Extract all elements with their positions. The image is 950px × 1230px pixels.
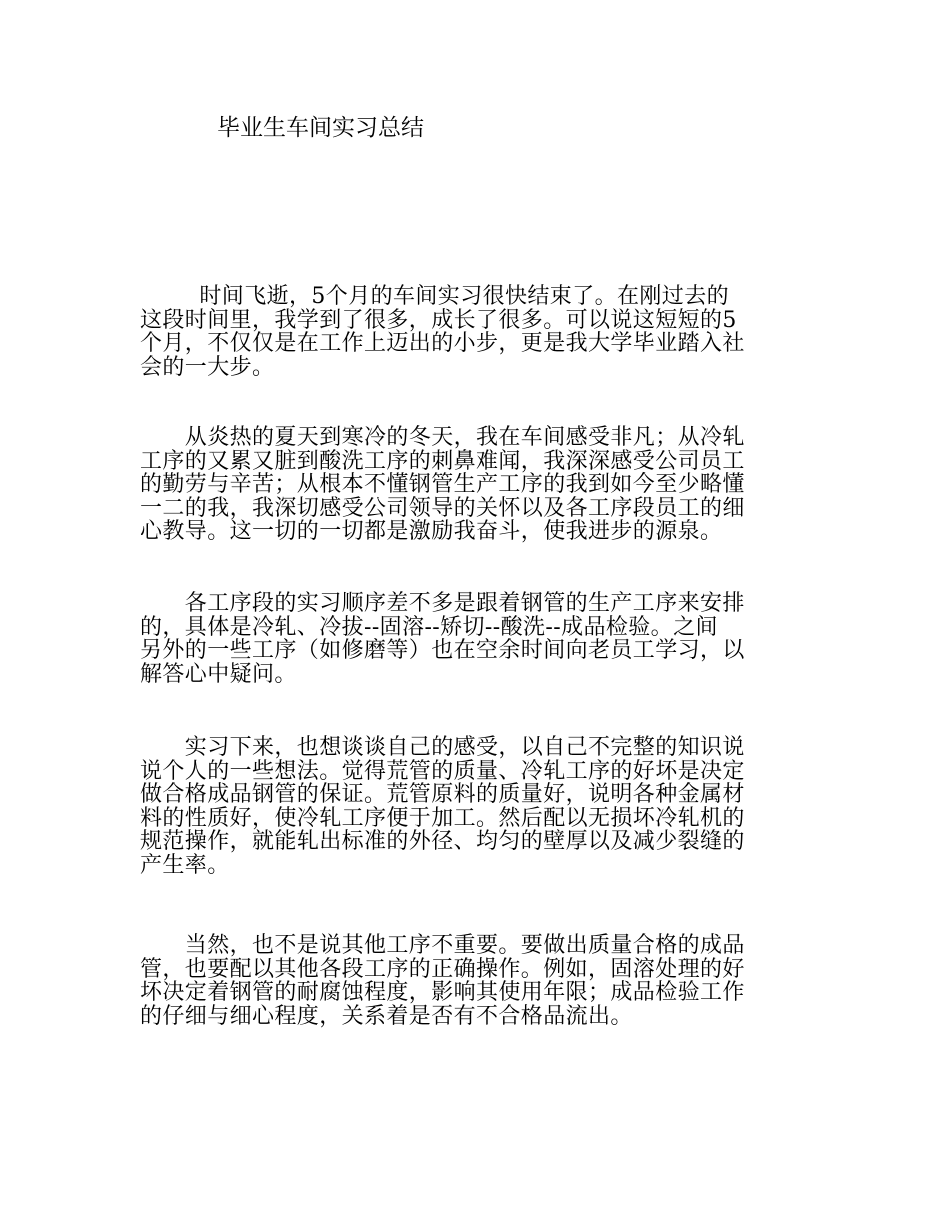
- paragraph-line: 各工序段的实习顺序差不多是跟着钢管的生产工序来安排: [140, 591, 745, 616]
- paragraph-line: 工序的又累又脏到酸洗工序的刺鼻难闻，我深深感受公司员工: [140, 448, 745, 474]
- paragraph-line: 料的性质好，使冷轧工序便于加工。然后配以无损坏冷轧机的: [140, 805, 745, 831]
- paragraph-4: [140, 736, 745, 878]
- paragraph-line: 说个人的一些想法。觉得荒管的质量、冷轧工序的好坏是决定: [140, 758, 745, 784]
- paragraph-3: [140, 592, 745, 686]
- paragraph-line: 这段时间里，我学到了很多，成长了很多。可以说这短短的5: [140, 307, 737, 333]
- paragraph-line: 一二的我，我深切感受公司领导的关怀以及各工序段员工的细: [140, 495, 745, 521]
- paragraph-line: 时间飞逝，5个月的车间实习很快结束了。在刚过去的: [177, 284, 729, 309]
- paragraph-line: 的，具体是冷轧、冷拔--固溶--矫切--酸洗--成品检验。之间: [140, 614, 718, 640]
- paragraph-line: 的勤劳与辛苦；从根本不懂钢管生产工序的我到如今至少略懂: [140, 472, 745, 498]
- paragraph-2: [140, 426, 745, 544]
- paragraph-line: 的仔细与细心程度，关系着是否有不合格品流出。: [140, 1003, 633, 1029]
- paragraph-1: [140, 285, 745, 379]
- paragraph-line: 个月，不仅仅是在工作上迈出的小步，更是我大学毕业踏入社: [140, 331, 745, 357]
- paragraph-line: 解答心中疑问。: [140, 661, 297, 687]
- paragraph-5: [140, 934, 745, 1028]
- paragraph-line: 产生率。: [140, 852, 230, 878]
- paragraph-line: 会的一大步。: [140, 354, 275, 380]
- paragraph-line: 心教导。这一切的一切都是激励我奋斗，使我进步的源泉。: [140, 519, 723, 545]
- paragraph-line: 坏决定着钢管的耐腐蚀程度，影响其使用年限；成品检验工作: [140, 980, 745, 1006]
- paragraph-line: 从炎热的夏天到寒冷的冬天，我在车间感受非凡；从冷轧: [140, 425, 745, 450]
- paragraph-line: 规范操作，就能轧出标准的外径、均匀的壁厚以及减少裂缝的: [140, 829, 745, 855]
- paragraph-line: 当然，也不是说其他工序不重要。要做出质量合格的成品: [140, 933, 745, 958]
- document-title: 毕业生车间实习总结: [217, 115, 424, 141]
- paragraph-line: 管，也要配以其他各段工序的正确操作。例如，固溶处理的好: [140, 956, 745, 982]
- paragraph-line: 做合格成品钢管的保证。荒管原料的质量好，说明各种金属材: [140, 782, 745, 808]
- paragraph-line: 另外的一些工序（如修磨等）也在空余时间向老员工学习，以: [140, 638, 745, 664]
- paragraph-line: 实习下来，也想谈谈自己的感受，以自己不完整的知识说: [140, 735, 745, 760]
